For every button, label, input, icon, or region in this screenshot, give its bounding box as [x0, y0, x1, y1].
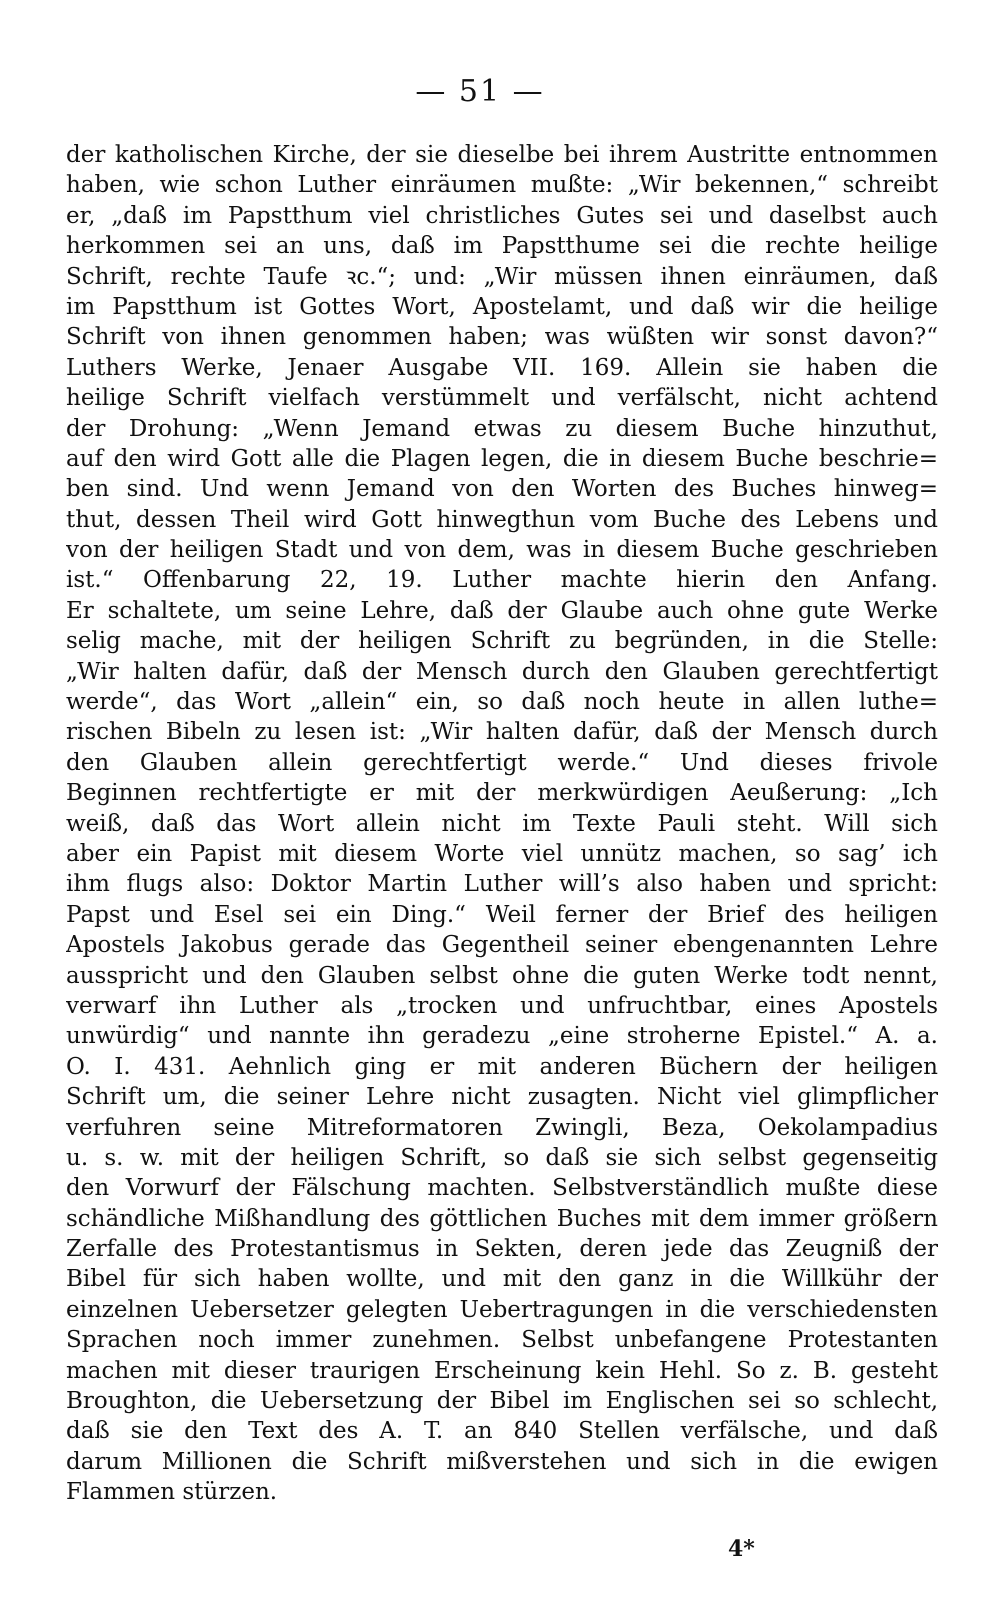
text-line: verwarf ihn Luther als „trocken und unfruchtbar, eines Apostels [66, 992, 938, 1019]
signature-mark: 4* [728, 1536, 755, 1562]
text-line: ben sind. Und wenn Jemand von den Worten des Buches hinweg= [66, 476, 938, 503]
text-line: aber ein Papist mit diesem Worte viel unnütz machen, so sag’ ich [66, 840, 938, 867]
text-line: einzelnen Uebersetzer gelegten Uebertragungen in die verschiedensten [66, 1296, 938, 1323]
text-line: den Glauben allein gerechtfertigt werde.“ Und dieses frivole [66, 749, 938, 776]
text-line: thut, dessen Theil wird Gott hinwegthun vom Buche des Lebens und [66, 506, 938, 533]
text-line: Bibel für sich haben wollte, und mit den ganz in die Willkühr der [66, 1266, 938, 1293]
text-line: weiß, daß das Wort allein nicht im Texte Pauli steht. Will sich [66, 810, 938, 837]
text-line: auf den wird Gott alle die Plagen legen, die in diesem Buche beschrie= [66, 445, 938, 472]
text-line: schändliche Mißhandlung des göttlichen Buches mit dem immer größern [66, 1205, 938, 1232]
text-line: herkommen sei an uns, daß im Papstthume sei die rechte heilige [66, 233, 938, 260]
text-line: haben, wie schon Luther einräumen mußte: „Wir bekennen,“ schreibt [66, 172, 938, 199]
text-line: Schrift um, die seiner Lehre nicht zusagten. Nicht viel glimpflicher [66, 1084, 938, 1111]
text-line: im Papstthum ist Gottes Wort, Apostelamt, und daß wir die heilige [66, 293, 938, 320]
text-line: Broughton, die Uebersetzung der Bibel im Englischen sei so schlecht, [66, 1388, 938, 1415]
text-line: Luthers Werke, Jenaer Ausgabe VII. 169. Allein sie haben die [66, 354, 938, 381]
text-line: Schrift von ihnen genommen haben; was wüßten wir sonst davon?“ [66, 324, 938, 351]
text-line: Flammen stürzen. [66, 1479, 278, 1506]
text-line: Sprachen noch immer zunehmen. Selbst unbefangene Protestanten [66, 1327, 938, 1354]
text-line: er, „daß im Papstthum viel christliches Gutes sei und daselbst auch [66, 202, 938, 229]
text-line: u. s. w. mit der heiligen Schrift, so daß sie sich selbst gegenseitig [66, 1144, 938, 1171]
text-line: der Drohung: „Wenn Jemand etwas zu diesem Buche hinzuthut, [66, 415, 938, 442]
text-line: machen mit dieser traurigen Erscheinung kein Hehl. So z. B. gesteht [66, 1357, 938, 1384]
text-line: Schrift, rechte Taufe ꝛc.“; und: „Wir müssen ihnen einräumen, daß [66, 263, 938, 290]
text-line: O. I. 431. Aehnlich ging er mit anderen Büchern der heiligen [66, 1053, 938, 1080]
text-line: ihm flugs also: Doktor Martin Luther will’s also haben und spricht: [66, 871, 938, 898]
text-line: unwürdig“ und nannte ihn geradezu „eine stroherne Epistel.“ A. a. [66, 1023, 938, 1050]
text-line: rischen Bibeln zu lesen ist: „Wir halten dafür, daß der Mensch durch [66, 719, 938, 746]
page-header: — 51 — [415, 74, 545, 109]
text-line: ausspricht und den Glauben selbst ohne die guten Werke todt nennt, [66, 962, 938, 989]
text-line: darum Millionen die Schrift mißverstehen und sich in die ewigen [66, 1448, 938, 1475]
text-line: den Vorwurf der Fälschung machten. Selbstverständlich mußte diese [66, 1175, 938, 1202]
text-line: der katholischen Kirche, der sie dieselbe bei ihrem Austritte entnommen [66, 142, 938, 168]
text-line: Apostels Jakobus gerade das Gegentheil seiner ebengenannten Lehre [66, 932, 938, 959]
body-text [66, 140, 938, 1508]
text-line: daß sie den Text des A. T. an 840 Stellen verfälsche, und daß [66, 1418, 938, 1445]
text-line: Zerfalle des Protestantismus in Sekten, deren jede das Zeugniß der [66, 1236, 938, 1263]
text-line: Er schaltete, um seine Lehre, daß der Glaube auch ohne gute Werke [66, 597, 938, 624]
text-line: werde“, das Wort „allein“ ein, so daß noch heute in allen luthe= [66, 689, 938, 716]
text-line: von der heiligen Stadt und von dem, was in diesem Buche geschrieben [66, 537, 938, 564]
text-line: heilige Schrift vielfach verstümmelt und verfälscht, nicht achtend [66, 385, 938, 412]
text-line: „Wir halten dafür, daß der Mensch durch den Glauben gerechtfertigt [66, 658, 938, 685]
text-line: verfuhren seine Mitreformatoren Zwingli, Beza, Oekolampadius [66, 1114, 938, 1141]
text-line: ist.“ Offenbarung 22, 19. Luther machte hierin den Anfang. [66, 567, 938, 594]
text-line: Papst und Esel sei ein Ding.“ Weil ferner der Brief des heiligen [66, 901, 938, 928]
text-line: Beginnen rechtfertigte er mit der merkwürdigen Aeußerung: „Ich [66, 780, 938, 807]
text-line: selig mache, mit der heiligen Schrift zu begründen, in die Stelle: [66, 628, 938, 655]
